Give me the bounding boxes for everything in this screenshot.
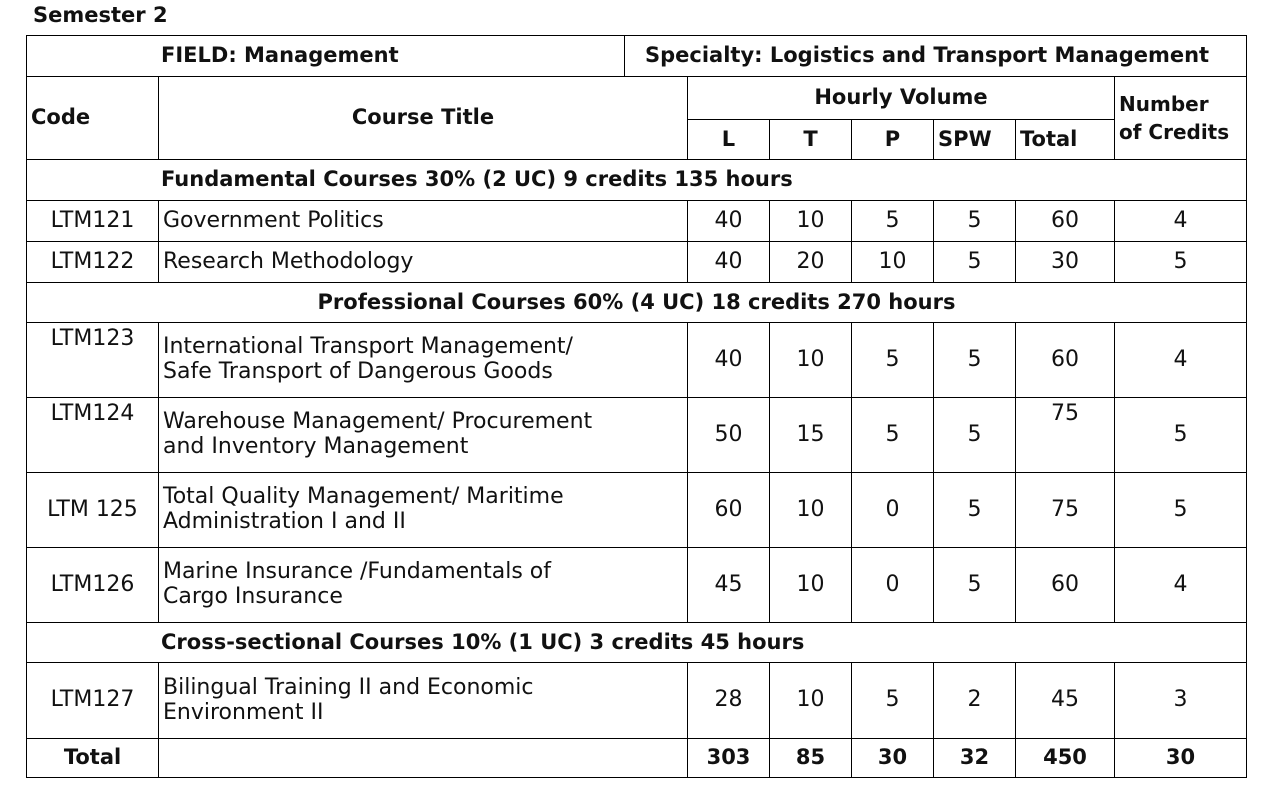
total-row bbox=[27, 739, 1247, 778]
hourly-volume-header: Hourly Volume bbox=[688, 77, 1115, 120]
field-label: FIELD: Management bbox=[27, 36, 625, 77]
course-title-line1: International Transport Management/ bbox=[163, 334, 573, 360]
credits: 3 bbox=[1115, 663, 1247, 739]
header-row-1 bbox=[27, 77, 1247, 120]
hours-spw: 5 bbox=[934, 398, 1016, 473]
course-title: Research Methodology bbox=[159, 242, 688, 283]
course-title bbox=[159, 323, 688, 398]
hours-p: 5 bbox=[852, 201, 934, 242]
course-title-line2: Safe Transport of Dangerous Goods bbox=[163, 359, 553, 384]
table-row bbox=[27, 323, 1247, 398]
course-title bbox=[159, 398, 688, 473]
course-title-line2: Cargo Insurance bbox=[163, 584, 343, 609]
course-code: LTM126 bbox=[27, 548, 159, 623]
credits: 5 bbox=[1115, 473, 1247, 548]
hours-p: 5 bbox=[852, 398, 934, 473]
hours-spw: 5 bbox=[934, 201, 1016, 242]
hours-p: 5 bbox=[852, 663, 934, 739]
total-credits: 30 bbox=[1115, 739, 1247, 778]
section-row bbox=[27, 160, 1247, 201]
section-professional: Professional Courses 60% (4 UC) 18 credits 270 hours bbox=[27, 283, 1247, 323]
course-title-line2: Administration I and II bbox=[163, 509, 406, 534]
course-code: LTM123 bbox=[27, 323, 159, 398]
total-empty bbox=[159, 739, 688, 778]
hours-spw: 5 bbox=[934, 473, 1016, 548]
col-total-header: Total bbox=[1016, 120, 1115, 160]
hours-l: 50 bbox=[688, 398, 770, 473]
hours-p: 0 bbox=[852, 473, 934, 548]
hours-t: 10 bbox=[770, 323, 852, 398]
hours-spw: 2 bbox=[934, 663, 1016, 739]
course-code: LTM127 bbox=[27, 663, 159, 739]
hours-total: 60 bbox=[1016, 201, 1115, 242]
hours-l: 40 bbox=[688, 323, 770, 398]
semester-title: Semester 2 bbox=[33, 3, 168, 27]
credits-header-line1: Number bbox=[1119, 92, 1209, 116]
hours-p: 10 bbox=[852, 242, 934, 283]
credits: 4 bbox=[1115, 323, 1247, 398]
course-code: LTM124 bbox=[27, 398, 159, 473]
credits-header bbox=[1115, 77, 1247, 160]
table-row bbox=[27, 398, 1247, 473]
hours-total: 45 bbox=[1016, 663, 1115, 739]
credits: 4 bbox=[1115, 548, 1247, 623]
hours-t: 10 bbox=[770, 473, 852, 548]
course-table bbox=[26, 35, 1247, 778]
hours-l: 28 bbox=[688, 663, 770, 739]
course-title bbox=[159, 548, 688, 623]
hours-total: 75 bbox=[1016, 473, 1115, 548]
course-title-line2: and Inventory Management bbox=[163, 434, 469, 459]
total-total: 450 bbox=[1016, 739, 1115, 778]
course-title: Government Politics bbox=[159, 201, 688, 242]
course-code: LTM122 bbox=[27, 242, 159, 283]
col-t-header: T bbox=[770, 120, 852, 160]
total-label: Total bbox=[27, 739, 159, 778]
hours-spw: 5 bbox=[934, 323, 1016, 398]
hours-spw: 5 bbox=[934, 548, 1016, 623]
table-row bbox=[27, 473, 1247, 548]
section-cross: Cross-sectional Courses 10% (1 UC) 3 credits 45 hours bbox=[27, 623, 1247, 663]
total-t: 85 bbox=[770, 739, 852, 778]
hours-t: 15 bbox=[770, 398, 852, 473]
course-code: LTM121 bbox=[27, 201, 159, 242]
course-code: LTM 125 bbox=[27, 473, 159, 548]
hours-l: 45 bbox=[688, 548, 770, 623]
table-row bbox=[27, 201, 1247, 242]
credits-header-line2: of Credits bbox=[1119, 120, 1230, 144]
hours-total: 60 bbox=[1016, 323, 1115, 398]
total-p: 30 bbox=[852, 739, 934, 778]
course-title-line1: Bilingual Training II and Economic bbox=[163, 674, 534, 700]
hours-l: 40 bbox=[688, 201, 770, 242]
hours-total: 60 bbox=[1016, 548, 1115, 623]
hours-total: 75 bbox=[1016, 398, 1115, 473]
hours-t: 10 bbox=[770, 548, 852, 623]
course-title-line1: Total Quality Management/ Maritime bbox=[163, 484, 564, 510]
section-fundamental: Fundamental Courses 30% (2 UC) 9 credits 135 hours bbox=[27, 160, 1247, 201]
code-header: Code bbox=[27, 77, 159, 160]
hours-p: 5 bbox=[852, 323, 934, 398]
course-title-line1: Marine Insurance /Fundamentals of bbox=[163, 559, 552, 585]
course-title bbox=[159, 473, 688, 548]
section-row bbox=[27, 623, 1247, 663]
hours-l: 40 bbox=[688, 242, 770, 283]
credits: 5 bbox=[1115, 398, 1247, 473]
table-row bbox=[27, 242, 1247, 283]
hours-t: 10 bbox=[770, 201, 852, 242]
col-spw-header: SPW bbox=[934, 120, 1016, 160]
specialty-label: Specialty: Logistics and Transport Management bbox=[625, 36, 1247, 77]
col-p-header: P bbox=[852, 120, 934, 160]
course-title-line2: Environment II bbox=[163, 699, 324, 725]
hours-l: 60 bbox=[688, 473, 770, 548]
credits: 5 bbox=[1115, 242, 1247, 283]
col-l-header: L bbox=[688, 120, 770, 160]
table-row bbox=[27, 548, 1247, 623]
hours-t: 20 bbox=[770, 242, 852, 283]
course-title-header: Course Title bbox=[159, 77, 688, 160]
table-row bbox=[27, 663, 1247, 739]
hours-t: 10 bbox=[770, 663, 852, 739]
course-title-line1: Warehouse Management/ Procurement bbox=[163, 409, 593, 435]
course-title bbox=[159, 663, 688, 739]
total-l: 303 bbox=[688, 739, 770, 778]
credits: 4 bbox=[1115, 201, 1247, 242]
hours-total: 30 bbox=[1016, 242, 1115, 283]
hours-p: 0 bbox=[852, 548, 934, 623]
total-spw: 32 bbox=[934, 739, 1016, 778]
section-row bbox=[27, 283, 1247, 323]
hours-spw: 5 bbox=[934, 242, 1016, 283]
field-row bbox=[27, 36, 1247, 77]
